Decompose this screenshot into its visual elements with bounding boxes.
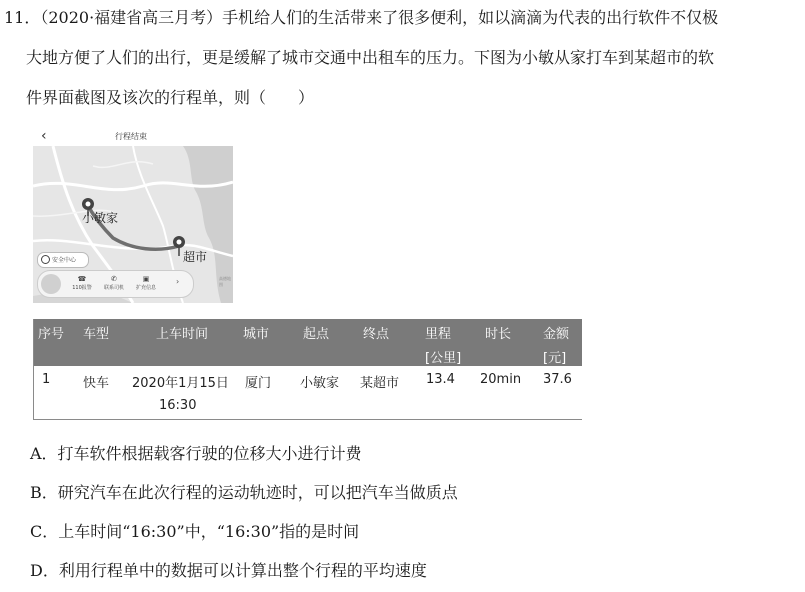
bottom-action-bar: [37, 270, 194, 298]
option-c[interactable]: C．上车时间“16:30”中，“16:30”指的是时间: [30, 522, 360, 541]
cell-time-clock: 16:30: [159, 398, 197, 413]
question-line-1: 11．（2020·福建省高三月考）手机给人们的生活带来了很多便利，如以滴滴为代表的出行软件不仅极: [4, 8, 719, 27]
header-duration: 时长: [485, 327, 512, 342]
question-line-2: 大地方便了人们的出行，更是缓解了城市交通中出租车的压力。下图为小敏从家打车到某超市的软: [26, 48, 715, 67]
cell-city: 厦门: [245, 376, 272, 391]
call-icon: ✆: [111, 275, 117, 283]
header-mileage-unit: [公里]: [425, 351, 462, 366]
header-amount: 金额: [543, 327, 570, 342]
cell-duration: 20min: [480, 372, 522, 387]
header-type: 车型: [83, 327, 110, 342]
option-d[interactable]: D．利用行程单中的数据可以计算出整个行程的平均速度: [30, 561, 427, 580]
cell-no: 1: [42, 372, 51, 387]
info-icon: ▣: [142, 275, 150, 283]
question-line-3: 件界面截图及该次的行程单，则（ ）: [26, 88, 315, 107]
header-amount-unit: [元]: [543, 351, 567, 366]
phone-screenshot: [33, 128, 233, 303]
table-header: [34, 319, 582, 366]
header-mileage: 里程: [425, 327, 452, 342]
safety-center-button[interactable]: [37, 252, 89, 268]
extra-info-label: 扩充信息: [135, 285, 156, 291]
cell-amount: 37.6: [543, 372, 572, 387]
label-supermarket: 超市: [183, 250, 208, 264]
cell-mileage: 13.4: [426, 372, 455, 387]
header-end: 终点: [363, 327, 390, 342]
safety-center-label: 安全中心: [52, 257, 77, 264]
back-arrow-icon[interactable]: ‹: [41, 128, 47, 144]
phone-header: [33, 128, 233, 146]
route-map[interactable]: [33, 146, 233, 303]
more-chevron-icon[interactable]: ›: [176, 277, 180, 286]
header-time: 上车时间: [156, 327, 209, 342]
label-home: 小敏家: [82, 211, 119, 225]
option-a[interactable]: A．打车软件根据载客行驶的位移大小进行计费: [30, 444, 362, 463]
header-city: 城市: [243, 327, 270, 342]
police-call-button[interactable]: [70, 275, 94, 291]
trip-table: [33, 319, 582, 420]
cell-time-date: 2020年1月15日: [132, 376, 229, 391]
shield-icon: [41, 255, 50, 264]
police-call-label: 110报警: [72, 285, 92, 291]
contact-driver-button[interactable]: [102, 275, 126, 291]
phone-title: 行程结束: [115, 132, 147, 141]
cell-start: 小敏家: [300, 376, 340, 391]
cell-type: 快车: [83, 376, 110, 391]
cell-end: 某超市: [360, 376, 400, 391]
map-copyright: 高德地图: [219, 276, 231, 287]
driver-avatar[interactable]: [41, 274, 61, 294]
contact-driver-label: 联系司机: [103, 285, 124, 291]
option-b[interactable]: B．研究汽车在此次行程的运动轨迹时，可以把汽车当做质点: [30, 483, 458, 502]
phone-icon: ☎: [77, 275, 87, 283]
header-start: 起点: [303, 327, 330, 342]
header-no: 序号: [38, 327, 65, 342]
extra-info-button[interactable]: [134, 275, 158, 291]
